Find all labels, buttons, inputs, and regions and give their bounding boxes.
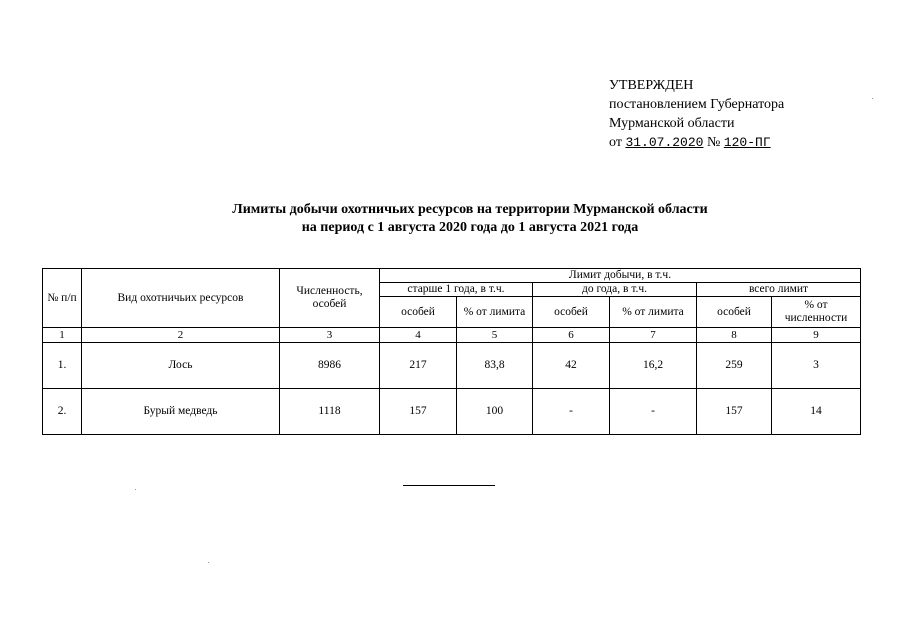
row-species: Бурый медведь bbox=[82, 389, 280, 435]
row-num: 2. bbox=[43, 389, 82, 435]
row-total-count: 157 bbox=[697, 389, 772, 435]
header-younger: до года, в т.ч. bbox=[533, 283, 697, 297]
column-number: 5 bbox=[457, 328, 533, 343]
row-older-pct: 83,8 bbox=[457, 343, 533, 389]
row-species: Лось bbox=[82, 343, 280, 389]
approval-region: Мурманской области bbox=[609, 116, 735, 131]
approval-decree: постановлением Губернатора bbox=[609, 97, 785, 112]
approval-number: 120-ПГ bbox=[723, 135, 771, 150]
header-older-count: особей bbox=[380, 297, 457, 328]
header-older: старше 1 года, в т.ч. bbox=[380, 283, 533, 297]
document-title-line1: Лимиты добычи охотничьих ресурсов на территории Мурманской области bbox=[232, 202, 708, 217]
approval-title: УТВЕРЖДЕН bbox=[609, 78, 694, 93]
approval-date: 31.07.2020 bbox=[625, 135, 704, 150]
header-limit: Лимит добычи, в т.ч. bbox=[380, 269, 861, 283]
scan-speck bbox=[135, 489, 136, 490]
row-population: 1118 bbox=[280, 389, 380, 435]
header-total: всего лимит bbox=[697, 283, 861, 297]
header-total-count: особей bbox=[697, 297, 772, 328]
approval-from-label: от bbox=[609, 135, 622, 150]
column-number: 8 bbox=[697, 328, 772, 343]
column-number: 7 bbox=[610, 328, 697, 343]
header-num: № п/п bbox=[43, 269, 82, 328]
row-population: 8986 bbox=[280, 343, 380, 389]
header-older-pct: % от лимита bbox=[457, 297, 533, 328]
approval-stamp bbox=[609, 76, 784, 152]
limits-table bbox=[42, 268, 861, 435]
column-number: 6 bbox=[533, 328, 610, 343]
header-species: Вид охотничьих ресурсов bbox=[82, 269, 280, 328]
row-younger-pct: 16,2 bbox=[610, 343, 697, 389]
row-total-pct: 14 bbox=[772, 389, 861, 435]
column-number: 1 bbox=[43, 328, 82, 343]
row-younger-count: - bbox=[533, 389, 610, 435]
column-number: 2 bbox=[82, 328, 280, 343]
row-total-pct: 3 bbox=[772, 343, 861, 389]
row-total-count: 259 bbox=[697, 343, 772, 389]
row-younger-pct: - bbox=[610, 389, 697, 435]
approval-date-line bbox=[609, 133, 784, 152]
document-title-line2: на период с 1 августа 2020 года до 1 августа 2021 года bbox=[301, 220, 639, 235]
row-num: 1. bbox=[43, 343, 82, 389]
table-row bbox=[43, 343, 861, 389]
column-number: 3 bbox=[280, 328, 380, 343]
row-older-count: 157 bbox=[380, 389, 457, 435]
scan-speck bbox=[208, 562, 209, 563]
column-number: 9 bbox=[772, 328, 861, 343]
table-row bbox=[43, 389, 861, 435]
header-younger-pct: % от лимита bbox=[610, 297, 697, 328]
approval-number-label: № bbox=[706, 135, 721, 150]
header-population: Численность, особей bbox=[280, 269, 380, 328]
column-number-row bbox=[43, 328, 861, 343]
row-older-count: 217 bbox=[380, 343, 457, 389]
header-total-pct: % от численности bbox=[772, 297, 861, 328]
header-younger-count: особей bbox=[533, 297, 610, 328]
row-older-pct: 100 bbox=[457, 389, 533, 435]
scan-speck bbox=[872, 98, 873, 99]
column-number: 4 bbox=[380, 328, 457, 343]
row-younger-count: 42 bbox=[533, 343, 610, 389]
document-title bbox=[40, 201, 900, 237]
end-separator-line bbox=[403, 485, 495, 486]
